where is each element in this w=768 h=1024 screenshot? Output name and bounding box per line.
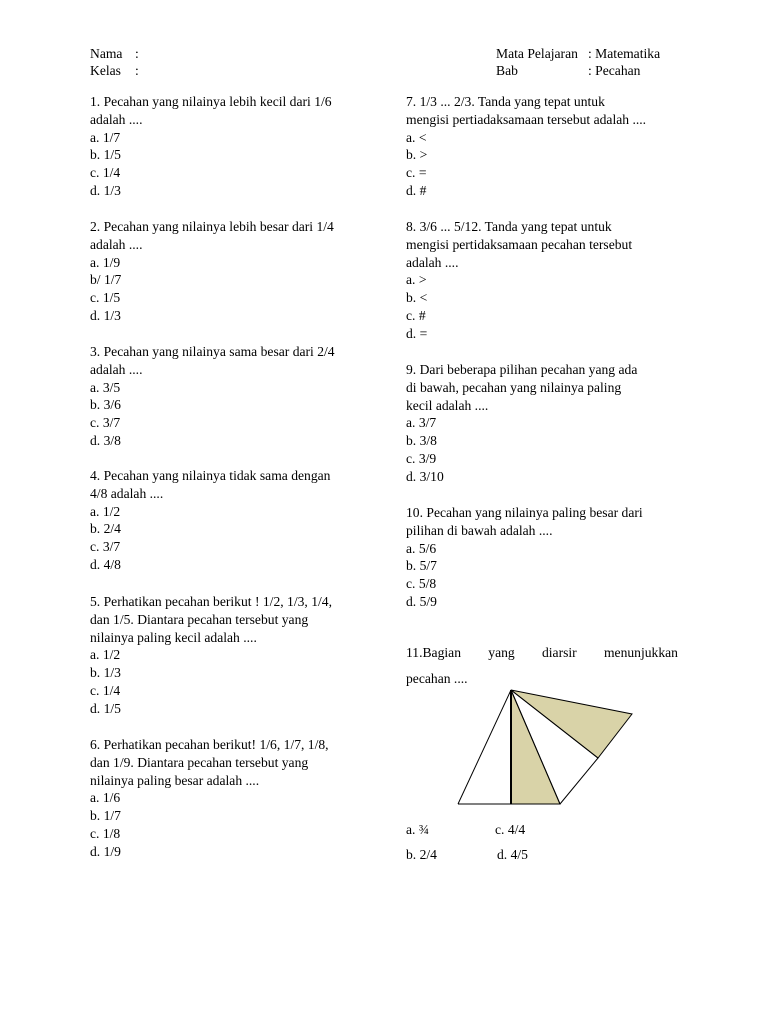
answer-option: a. > — [406, 272, 427, 288]
answer-option: b. 3/8 — [406, 433, 437, 449]
question-line: adalah .... — [90, 236, 143, 252]
question-7 — [406, 93, 646, 200]
question-line: 10. Pecahan yang nilainya paling besar dari — [406, 505, 643, 520]
answer-option: d. 1/3 — [90, 307, 121, 323]
answer-option: a. < — [406, 129, 427, 145]
question-line: 7. 1/3 ... 2/3. Tanda yang tepat untuk — [406, 94, 605, 109]
q11-word: diarsir — [541, 645, 577, 660]
question-line: pilihan di bawah adalah .... — [406, 522, 553, 538]
answer-option: a. 1/6 — [90, 790, 121, 806]
question-line: mengisi pertiadaksamaan tersebut adalah .... — [406, 111, 647, 127]
question-line: 8. 3/6 ... 5/12. Tanda yang tepat untuk — [406, 219, 612, 234]
question-9 — [406, 361, 637, 486]
nama-label: Nama — [90, 46, 123, 61]
question-line: adalah .... — [90, 111, 143, 127]
answer-option: d. 1/3 — [90, 182, 121, 198]
answer-option: d. 1/5 — [90, 700, 121, 716]
mapel-value: : Matematika — [588, 46, 661, 61]
answer-option: c. = — [406, 165, 427, 181]
figure-edge — [458, 690, 511, 804]
question-line: 4. Pecahan yang nilainya tidak sama dengan — [90, 468, 331, 483]
answer-option: c. 3/9 — [406, 450, 437, 466]
answer-option: b. 1/3 — [90, 665, 121, 681]
answer-option: a. 5/6 — [406, 540, 437, 556]
question-line: adalah .... — [406, 254, 459, 270]
answer-option: b. 1/5 — [90, 147, 121, 163]
answer-option: a. 3/5 — [90, 379, 121, 395]
answer-option: b. 2/4 — [90, 521, 121, 537]
answer-option: a. 3/7 — [406, 415, 437, 431]
answer-option: b/ 1/7 — [90, 272, 122, 288]
question-4 — [90, 467, 330, 574]
question-6 — [90, 736, 329, 861]
question-line: dan 1/9. Diantara pecahan tersebut yang — [90, 754, 309, 770]
question-line: nilainya paling kecil adalah .... — [90, 629, 257, 645]
mapel-label: Mata Pelajaran — [496, 46, 578, 61]
answer-option: a. 1/7 — [90, 129, 121, 145]
question-line: 5. Perhatikan pecahan berikut ! 1/2, 1/3, 1/4, — [90, 594, 332, 609]
q11-option-c: c. 4/4 — [495, 822, 526, 837]
question-line: di bawah, pecahan yang nilainya paling — [406, 379, 622, 395]
answer-option: b. < — [406, 290, 428, 306]
question-3 — [90, 343, 335, 450]
kelas-colon: : — [135, 63, 139, 78]
q11-word: menunjukkan — [603, 645, 678, 660]
q11-option-b: b. 2/4 — [406, 847, 437, 862]
nama-colon: : — [135, 46, 139, 61]
answer-option: c. 1/4 — [90, 165, 121, 181]
answer-option: b. 5/7 — [406, 558, 437, 574]
question-line: nilainya paling besar adalah .... — [90, 772, 260, 788]
answer-option: b. 3/6 — [90, 397, 121, 413]
answer-option: c. 1/4 — [90, 682, 121, 698]
answer-option: d. 3/8 — [90, 432, 121, 448]
q11-word: yang — [488, 645, 515, 660]
question-2 — [90, 218, 334, 325]
question-line: 2. Pecahan yang nilainya lebih besar dari 1/4 — [90, 219, 334, 234]
q11-line2: pecahan .... — [406, 670, 468, 686]
question-8 — [406, 218, 632, 343]
q11-option-a: a. ¾ — [406, 822, 430, 837]
question-1 — [90, 93, 332, 200]
question-line: 6. Perhatikan pecahan berikut! 1/6, 1/7, 1/8, — [90, 737, 329, 752]
question-5 — [90, 593, 332, 718]
answer-option: b. 1/7 — [90, 808, 121, 824]
answer-option: c. # — [406, 307, 426, 323]
answer-option: d. # — [406, 182, 427, 198]
answer-option: c. 1/5 — [90, 290, 121, 306]
answer-option: a. 1/2 — [90, 647, 121, 663]
question-line: adalah .... — [90, 361, 143, 377]
answer-option: c. 3/7 — [90, 415, 121, 431]
answer-option: a. 1/9 — [90, 254, 121, 270]
answer-option: c. 3/7 — [90, 539, 121, 555]
question-line: 1. Pecahan yang nilainya lebih kecil dari 1/6 — [90, 94, 332, 109]
answer-option: b. > — [406, 147, 428, 163]
question-10 — [406, 504, 643, 611]
answer-option: d. = — [406, 325, 428, 341]
question-line: dan 1/5. Diantara pecahan tersebut yang — [90, 611, 309, 627]
answer-option: c. 5/8 — [406, 576, 437, 592]
figure-edge — [560, 758, 598, 804]
answer-option: c. 1/8 — [90, 825, 121, 841]
answer-option: d. 3/10 — [406, 468, 444, 484]
answer-option: a. 1/2 — [90, 503, 121, 519]
bab-label: Bab — [496, 63, 518, 78]
question-line: kecil adalah .... — [406, 397, 489, 413]
question-line: 4/8 adalah .... — [90, 485, 164, 501]
bab-value: : Pecahan — [588, 63, 641, 78]
q11-option-d: d. 4/5 — [497, 847, 528, 862]
kelas-label: Kelas — [90, 63, 121, 78]
shaded-fraction-figure — [450, 680, 640, 810]
answer-option: d. 1/9 — [90, 843, 121, 859]
question-line: mengisi pertidaksamaan pecahan tersebut — [406, 236, 633, 252]
q11-word: 11.Bagian — [406, 645, 461, 660]
answer-option: d. 5/9 — [406, 593, 437, 609]
question-line: 9. Dari beberapa pilihan pecahan yang ada — [406, 362, 638, 377]
answer-option: d. 4/8 — [90, 556, 121, 572]
question-line: 3. Pecahan yang nilainya sama besar dari 2/4 — [90, 344, 335, 359]
